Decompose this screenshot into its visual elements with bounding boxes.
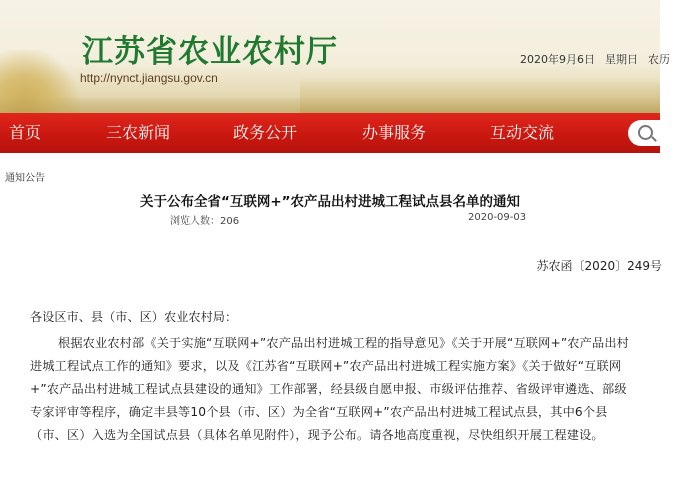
salutation: 各设区市、县（市、区）农业农村局：	[30, 310, 238, 324]
date-text: 2020年9月6日	[520, 53, 595, 66]
nav-item-home[interactable]: 首页	[9, 123, 42, 142]
nav-item-news[interactable]: 三农新闻	[106, 123, 171, 142]
publish-date: 2020-09-03	[468, 212, 527, 223]
article-body	[30, 306, 638, 447]
weekday-text: 星期日	[605, 53, 638, 66]
lunar-text: 农历	[648, 53, 670, 66]
body-paragraph: 根据农业农村部《关于实施“互联网+”农产品出村进城工程的指导意见》《关于开展“互联网+”农产品出村进城工程试点工作的通知》要求，以及《江苏省“互联网+”农产品出村进城工程实施方案》《关于做好“互联网+”农产品出村进城工程试点县建设的通知》工作部署，经县级自愿申报、市级评估推荐、省级评审遴选、部级专家评审等程序，确定丰县等10个县（市、区）为全省“互联网+”农产品出村进城工程试点县，其中6个县（市、区）入选为全国试点县（具体名单见附件），现予公布。请各地高度重视，尽快组织开展工程建设。	[30, 336, 629, 442]
document-number: 苏农函〔2020〕249号	[536, 259, 662, 273]
search-box[interactable]	[628, 120, 676, 146]
main-nav	[0, 113, 660, 153]
breadcrumb[interactable]: 通知公告	[5, 173, 45, 184]
view-count: 浏览人数：206	[170, 216, 240, 227]
site-url[interactable]: http://nynct.jiangsu.gov.cn	[80, 71, 218, 85]
search-icon[interactable]	[638, 125, 653, 140]
site-title[interactable]: 江苏省农业农村厅	[82, 34, 338, 70]
header-date	[520, 51, 680, 67]
article-title: 关于公布全省“互联网+”农产品出村进城工程试点县名单的通知	[139, 194, 521, 210]
nav-item-interaction[interactable]: 互动交流	[490, 123, 555, 142]
site-header	[0, 0, 670, 113]
nav-item-services[interactable]: 办事服务	[362, 123, 427, 142]
nav-item-gov-affairs[interactable]: 政务公开	[233, 123, 298, 142]
